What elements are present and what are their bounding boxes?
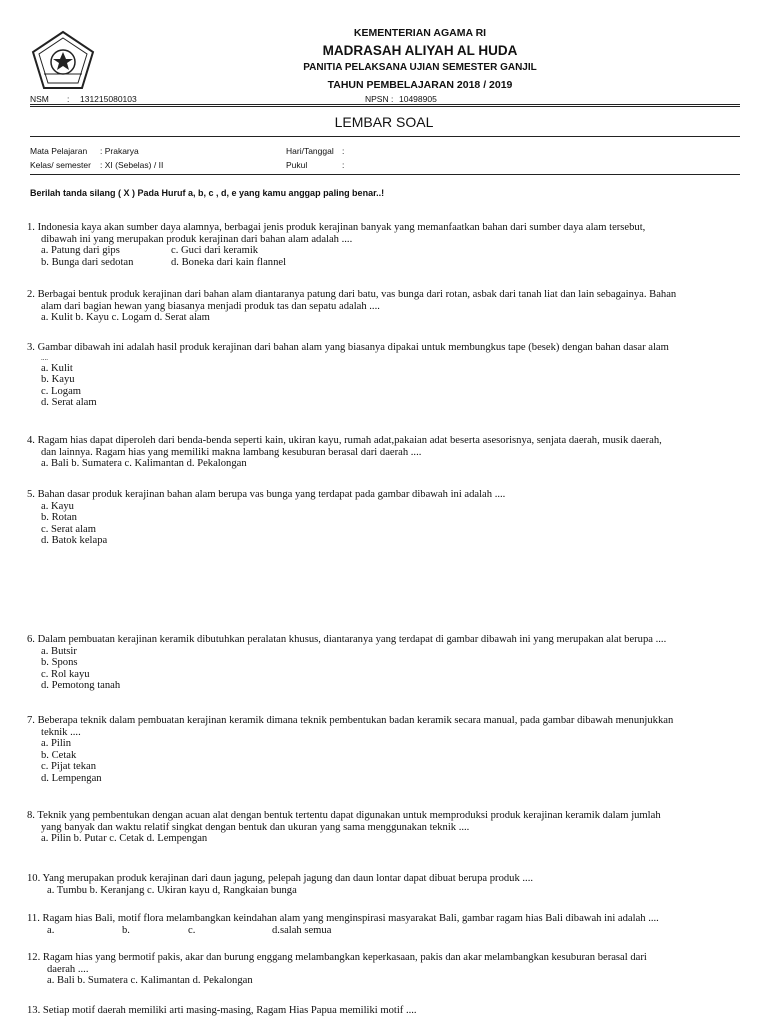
- question-4-options: a. Bali b. Sumatera c. Kalimantan d. Pekalongan: [41, 458, 247, 470]
- option-a: a. Patung dari gips: [41, 245, 120, 257]
- option-b: b. Cetak: [41, 749, 77, 761]
- question-2: [27, 289, 743, 324]
- question-8: [27, 810, 743, 845]
- day-value: :: [342, 146, 345, 156]
- question-5-line-1: 5. Bahan dasar produk kerajinan bahan alam berupa vas bunga yang terdapat pada gambar dibawah ini adalah ....: [27, 489, 506, 500]
- option-b: b. Bunga dari sedotan: [41, 256, 134, 268]
- question-2-line-2: alam dari bagian hewan yang biasanya menjadi produk tas dan sepatu adalah ....: [41, 300, 380, 312]
- header-divider: [30, 104, 740, 105]
- option-a: a. Kayu: [41, 500, 74, 512]
- time-value: :: [342, 160, 345, 170]
- npsn-value: 10498905: [399, 94, 437, 104]
- npsn-label: NPSN :: [365, 94, 394, 104]
- question-12-options: a. Bali b. Sumatera c. Kalimantan d. Pekalongan: [47, 975, 253, 987]
- question-2-line-1: 2. Berbagai bentuk produk kerajinan dari bahan alam diantaranya patung dari batu, vas bunga dari rotan, asbak dari tanah liat dan lain sebagainya. Bahan: [27, 289, 677, 300]
- question-10-options: a. Tumbu b. Keranjang c. Ukiran kayu d, Rangkaian bunga: [47, 884, 297, 896]
- question-7-line-1: 7. Beberapa teknik dalam pembuatan kerajinan keramik dimana teknik pembentukan badan keramik secara manual, pada gambar dibawah menunjukkan: [27, 715, 674, 726]
- question-8-line-1: 8. Teknik yang pembentukan dengan acuan alat dengan bentuk tertentu dapat digunakan untuk memproduksi produk kerajinan keramik dalam jumlah: [27, 810, 661, 821]
- option-b: b. Spons: [41, 657, 78, 669]
- nsm-label: NSM: [30, 94, 49, 104]
- option-c: c. Guci dari keramik: [171, 245, 259, 257]
- question-7: [27, 715, 743, 785]
- question-4-line-2: dan lainnya. Ragam hias yang memiliki makna lambang kesuburan berasal dari daerah ....: [41, 446, 422, 458]
- school-name: MADRASAH ALIYAH AL HUDA: [322, 43, 518, 58]
- option-c: c. Rol kayu: [41, 668, 90, 680]
- question-11: [27, 913, 743, 936]
- question-12-line-1: 12. Ragam hias yang bermotif pakis, akar dan burung enggang melambangkan keperkasaan, pakis dan akar melambangkan kesuburan berasal dari: [27, 952, 647, 963]
- question-8-line-2: yang banyak dan waktu relatif singkat dengan bentuk dan ukuran yang sama menggunakan teknik ....: [41, 821, 470, 833]
- question-6-line-1: 6. Dalam pembuatan kerajinan keramik dibutuhkan peralatan khusus, diantaranya yang terdapat di gambar dibawah ini yang merupakan alat berupa ....: [27, 634, 667, 645]
- page-title: LEMBAR SOAL: [334, 114, 434, 130]
- ministry-name: KEMENTERIAN AGAMA RI: [353, 27, 487, 39]
- option-d: d. Serat alam: [41, 397, 97, 409]
- question-6: [27, 634, 743, 692]
- question-8-options: a. Pilin b. Putar c. Cetak d. Lempengan: [41, 833, 208, 845]
- option-d: d. Boneka dari kain flannel: [171, 256, 287, 268]
- option-c: c. Pijat tekan: [41, 761, 97, 773]
- question-13: [27, 1005, 743, 1017]
- option-c: c.: [188, 924, 196, 936]
- question-12: [27, 952, 743, 987]
- header-divider-2: [30, 106, 740, 107]
- question-3-line-2: ....: [41, 353, 48, 362]
- option-b: b. Rotan: [41, 512, 77, 524]
- class-value: : XI (Sebelas) / II: [100, 160, 164, 170]
- option-d: d. Batok kelapa: [41, 535, 108, 547]
- question-13-line-1: 13. Setiap motif daerah memiliki arti masing-masing, Ragam Hias Papua memiliki motif ....: [27, 1005, 417, 1016]
- question-4: [27, 435, 743, 470]
- nsm-value: 131215080103: [80, 94, 137, 104]
- info-divider: [30, 174, 740, 175]
- option-d: d. Lempengan: [41, 772, 102, 784]
- question-10-line-1: 10. Yang merupakan produk kerajinan dari daun jagung, pelepah jagung dan daun lontar dapat dibuat berupa produk ....: [27, 873, 534, 884]
- question-1: [27, 222, 743, 268]
- question-1-options-row-2: [27, 257, 743, 269]
- subject-value: : Prakarya: [100, 146, 139, 156]
- question-3-line-1: 3. Gambar dibawah ini adalah hasil produk kerajinan dari bahan alam yang biasanya dipakai untuk membungkus tape (besek) dengan bahan dasar alam: [27, 342, 669, 353]
- option-d: d. Pemotong tanah: [41, 680, 121, 692]
- option-a: a. Kulit: [41, 362, 73, 374]
- question-1-line-2: dibawah ini yang merupakan produk kerajinan dari bahan alam adalah ....: [41, 233, 353, 245]
- class-label: Kelas/ semester: [30, 160, 91, 170]
- question-12-line-2: daerah ....: [47, 963, 89, 975]
- academic-year: TAHUN PEMBELAJARAN 2018 / 2019: [327, 79, 513, 91]
- option-a: a.: [47, 924, 55, 936]
- ministry-logo: [30, 30, 96, 92]
- question-11-line-1: 11. Ragam hias Bali, motif flora melambangkan keindahan alam yang menginspirasi masyarakat Bali, gambar ragam hias Bali dibawah ini adalah ....: [27, 913, 659, 924]
- nsm-separator: :: [67, 94, 70, 104]
- option-b: b.: [122, 924, 130, 936]
- time-label: Pukul: [286, 160, 308, 170]
- title-divider: [30, 136, 740, 137]
- question-7-line-2: teknik ....: [41, 726, 81, 738]
- option-c: c. Serat alam: [41, 523, 97, 535]
- day-label: Hari/Tanggal: [286, 146, 334, 156]
- question-1-line-1: 1. Indonesia kaya akan sumber daya alamnya, berbagai jenis produk kerajinan banyak yang memanfaatkan bahan dari sumber daya alam tersebut,: [27, 222, 646, 233]
- question-10: [27, 873, 743, 896]
- question-2-options: a. Kulit b. Kayu c. Logam d. Serat alam: [41, 312, 210, 324]
- option-d: d.salah semua: [272, 924, 332, 936]
- option-b: b. Kayu: [41, 374, 75, 386]
- question-5: [27, 489, 743, 547]
- option-a: a. Pilin: [41, 738, 72, 750]
- question-1-options-row-1: [27, 245, 743, 257]
- question-4-line-1: 4. Ragam hias dapat diperoleh dari benda-benda seperti kain, ukiran kayu, rumah adat,pakaian adat beserta asesorisnya, senjata daerah, musik daerah,: [27, 435, 662, 446]
- question-11-options: [27, 925, 743, 937]
- instruction-text: Berilah tanda silang ( X ) Pada Huruf a, b, c , d, e yang kamu anggap paling benar..!: [30, 188, 385, 198]
- subject-label: Mata Pelajaran: [30, 146, 88, 156]
- question-3: [27, 342, 743, 409]
- option-a: a. Butsir: [41, 645, 77, 657]
- option-c: c. Logam: [41, 385, 82, 397]
- committee-name: PANITIA PELAKSANA UJIAN SEMESTER GANJIL: [303, 62, 537, 73]
